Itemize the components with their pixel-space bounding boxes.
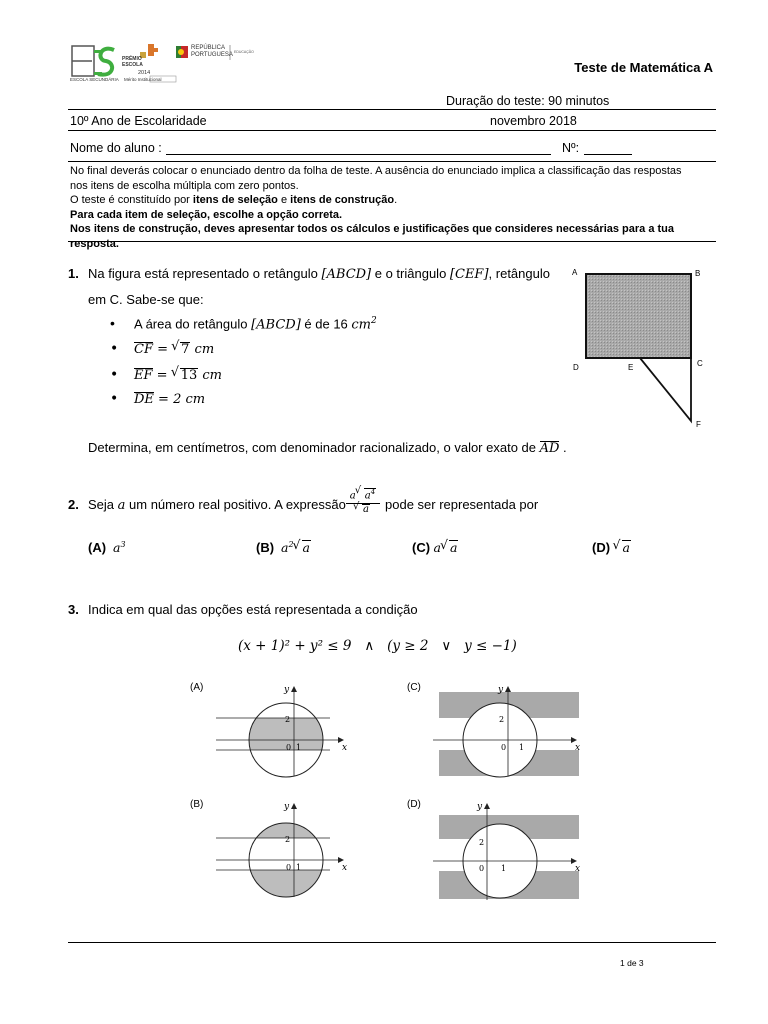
q1-number: 1. bbox=[68, 266, 79, 281]
svg-text:y: y bbox=[477, 802, 483, 812]
logo-prize-text-1: PRÉMIO bbox=[122, 56, 142, 62]
svg-text:y: y bbox=[284, 802, 290, 812]
svg-text:y: y bbox=[498, 685, 504, 695]
logo-gov-text-2: PORTUGUESA bbox=[191, 52, 233, 58]
q2-option-d[interactable]: (D) √ a bbox=[592, 540, 631, 555]
instructions bbox=[70, 164, 720, 251]
q3-graph-a[interactable] bbox=[188, 678, 363, 778]
svg-text:0: 0 bbox=[286, 743, 292, 752]
q3-number: 3. bbox=[68, 602, 79, 617]
q2-text-end: pode ser representada por bbox=[385, 497, 539, 512]
student-number-field[interactable] bbox=[584, 154, 632, 155]
rectangle-abcd bbox=[586, 274, 691, 358]
instruction-line: Para cada item de seleção, escolhe a opção correta. bbox=[70, 208, 343, 221]
point-b-label: B bbox=[695, 269, 701, 278]
q2-option-b[interactable]: (B) $a^2√$ a bbox=[256, 540, 311, 555]
q1-text-2: em C. Sabe-se que: bbox=[88, 292, 204, 307]
q1-bullet-ef: • EF = √ 13 cm bbox=[134, 368, 222, 383]
test-date: novembro 2018 bbox=[490, 114, 577, 128]
page-number: 1 de 3 bbox=[620, 958, 644, 968]
svg-text:0: 0 bbox=[479, 864, 485, 873]
q1-determine: Determina, em centímetros, com denominador racionalizado, o valor exato de AD . bbox=[88, 440, 567, 456]
instruction-line: O teste é constituído por itens de seleção e itens de construção. bbox=[70, 194, 398, 206]
svg-text:x: x bbox=[342, 743, 348, 753]
instruction-line: Nos itens de construção, deves apresentar todos os cálculos e justificações que consideres necessárias para a tua resposta. bbox=[70, 223, 675, 250]
q3-graph-b[interactable] bbox=[188, 795, 363, 900]
logo-school-text: ESCOLA SECUNDÁRIA bbox=[70, 77, 119, 82]
test-title: Teste de Matemática A bbox=[574, 60, 713, 75]
triangle-cef bbox=[640, 358, 691, 421]
graph-label: (D) bbox=[407, 799, 421, 810]
divider bbox=[68, 109, 716, 110]
logo-prize-text-2: ESCOLA bbox=[122, 62, 143, 68]
svg-text:1: 1 bbox=[296, 863, 302, 872]
header-logos bbox=[70, 42, 275, 90]
point-a-label: A bbox=[572, 268, 578, 277]
q3-text: Indica em qual das opções está representada a condição bbox=[88, 602, 418, 617]
svg-text:2: 2 bbox=[285, 835, 291, 844]
svg-text:1: 1 bbox=[519, 743, 525, 752]
svg-text:0: 0 bbox=[286, 863, 292, 872]
instruction-line: nos itens de escolha múltipla com zero pontos. bbox=[70, 179, 299, 192]
test-duration: Duração do teste: 90 minutos bbox=[446, 94, 610, 108]
svg-text:2: 2 bbox=[499, 715, 505, 724]
logo-gov-text-3: EDUCAÇÃO bbox=[234, 50, 254, 54]
student-number-label: Nº: bbox=[562, 141, 580, 155]
q1-bullet-cf: • CF = √ 7 cm bbox=[134, 342, 214, 357]
instruction-line: No final deverás colocar o enunciado dentro da folha de teste. A ausência do enunciado implica a classificação das respostas bbox=[70, 165, 682, 177]
svg-text:x: x bbox=[575, 743, 581, 753]
q3-condition: (x + 1)² + y² ≤ 9 ∧ (y ≥ 2 ∨ y ≤ −1) bbox=[238, 638, 517, 654]
student-name-field[interactable] bbox=[166, 154, 551, 155]
graph-label: (B) bbox=[190, 799, 204, 810]
point-e-label: E bbox=[628, 363, 634, 372]
divider bbox=[68, 130, 716, 131]
q2-option-a[interactable]: (A) $a^3$ bbox=[88, 540, 126, 556]
svg-text:2: 2 bbox=[479, 838, 485, 847]
logo-gov-text-1: REPÚBLICA bbox=[191, 45, 226, 51]
graph-label: (A) bbox=[190, 682, 204, 693]
point-d-label: D bbox=[573, 363, 579, 372]
svg-text:2: 2 bbox=[285, 715, 291, 724]
q3-graph-c[interactable] bbox=[405, 678, 583, 778]
point-f-label: F bbox=[696, 420, 701, 429]
q2-number: 2. bbox=[68, 497, 79, 512]
q1-bullet-de: • DE = 2 cm bbox=[134, 392, 205, 407]
student-name-label: Nome do aluno : bbox=[70, 141, 162, 155]
footer-divider bbox=[68, 942, 716, 943]
divider bbox=[68, 161, 716, 162]
svg-text:x: x bbox=[342, 863, 348, 873]
svg-text:y: y bbox=[284, 685, 290, 695]
svg-text:0: 0 bbox=[501, 743, 507, 752]
logo-prize-text-3: Mérito Institucional bbox=[124, 77, 162, 82]
point-c-label: C bbox=[697, 359, 703, 368]
q1-figure bbox=[568, 264, 716, 436]
q1-bullet-area: • A área do retângulo [ABCD] é de 16 $cm^2$ bbox=[134, 316, 377, 332]
q2-fraction: a√ $a^4$ √ a bbox=[346, 488, 380, 515]
q3-graph-d[interactable] bbox=[405, 795, 583, 903]
q1-text: Na figura está representado o retângulo [ABCD] e o triângulo [CEF], retângulo bbox=[88, 266, 550, 282]
svg-text:1: 1 bbox=[501, 864, 507, 873]
divider bbox=[68, 241, 716, 242]
q2-option-c[interactable]: (C) a√ a bbox=[412, 540, 458, 555]
graph-label: (C) bbox=[407, 682, 421, 693]
svg-text:x: x bbox=[575, 864, 581, 874]
svg-text:1: 1 bbox=[296, 743, 302, 752]
logo-prize-year: 2014 bbox=[138, 70, 151, 76]
q2-text: Seja a um número real positivo. A expressão bbox=[88, 497, 346, 513]
grade-label: 10º Ano de Escolaridade bbox=[70, 114, 207, 128]
